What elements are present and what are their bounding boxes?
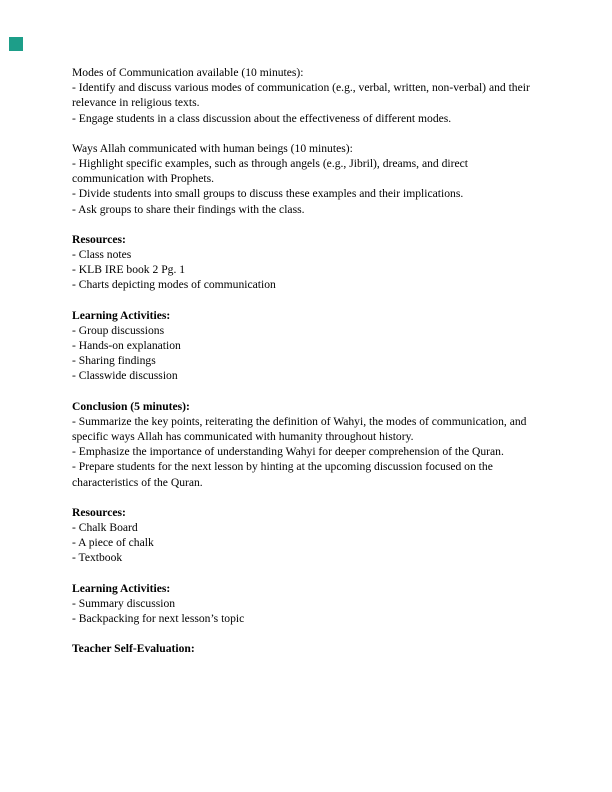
section-line: - Textbook (72, 551, 123, 565)
section-heading: Teacher Self-Evaluation: (72, 642, 195, 656)
section-line: - KLB IRE book 2 Pg. 1 (72, 263, 186, 277)
section (72, 141, 542, 217)
section-heading: Ways Allah communicated with human beings (10 minutes): (72, 141, 353, 155)
section-line: - Backpacking for next lesson’s topic (72, 612, 245, 626)
section-heading: Learning Activities: (72, 581, 171, 595)
section (72, 65, 542, 126)
section (72, 399, 542, 490)
section-line: - Classwide discussion (72, 369, 178, 383)
section-line: - Summary discussion (72, 596, 176, 610)
section (72, 581, 542, 627)
section-line: - Divide students into small groups to discuss these examples and their implications. (72, 187, 464, 201)
section-line: - Summarize the key points, reiterating the definition of Wahyi, the modes of communication, and specific ways Allah has communicated with humanity throughout history. (72, 414, 527, 444)
section (72, 308, 542, 384)
section-line: - Hands-on explanation (72, 339, 181, 353)
section-line: - Highlight specific examples, such as through angels (e.g., Jibril), dreams, and direct communication with Prophets. (72, 157, 469, 186)
section-line: - Class notes (72, 248, 132, 262)
section-heading: Resources: (72, 505, 126, 519)
section-line: - Identify and discuss various modes of communication (e.g., verbal, written, non-verbal) and their relevance in religious texts. (72, 81, 530, 110)
section-line: - A piece of chalk (72, 536, 154, 550)
section-line: - Emphasize the importance of understanding Wahyi for deeper comprehension of the Quran. (72, 445, 504, 459)
section-line: - Sharing findings (72, 354, 156, 368)
section-line: - Charts depicting modes of communication (72, 278, 276, 292)
section-heading: Modes of Communication available (10 minutes): (72, 66, 304, 79)
section-line: - Prepare students for the next lesson by hinting at the upcoming discussion focused on the characteristics of the Quran. (72, 460, 493, 489)
section (72, 232, 542, 293)
section (72, 641, 542, 656)
section (72, 505, 542, 566)
document-content (72, 65, 542, 672)
section-heading: Learning Activities: (72, 308, 171, 322)
section-line: - Ask groups to share their findings with the class. (72, 202, 305, 216)
section-line: - Group discussions (72, 323, 165, 337)
section-line: - Engage students in a class discussion about the effectiveness of different modes. (72, 111, 452, 125)
section-line: - Chalk Board (72, 521, 138, 535)
section-heading: Resources: (72, 232, 126, 246)
section-heading: Conclusion (5 minutes): (72, 399, 190, 413)
page-corner-marker (9, 37, 23, 51)
